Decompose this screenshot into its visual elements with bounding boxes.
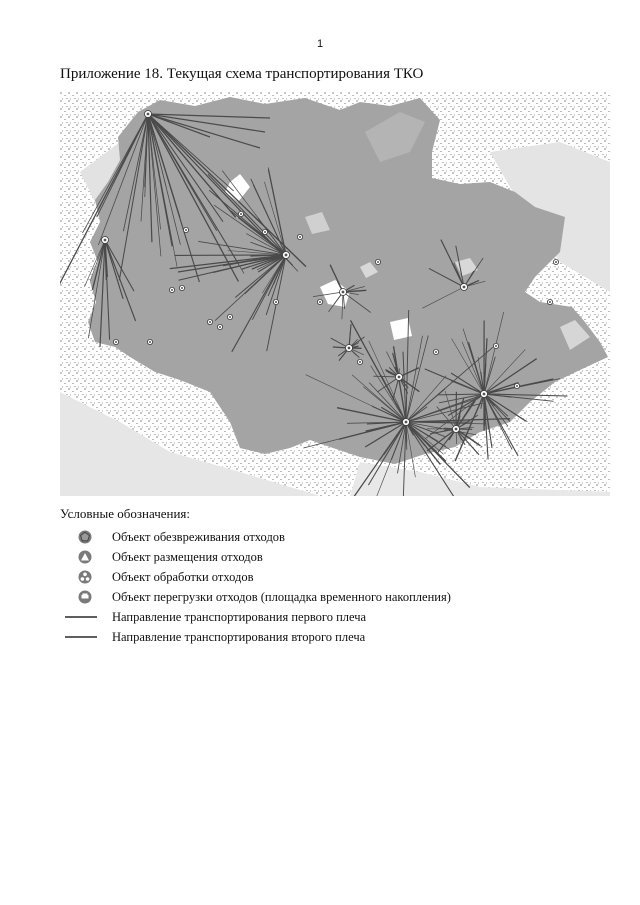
- neutralization-facility-icon: [72, 530, 98, 544]
- facility-marker: [453, 426, 460, 433]
- second-leg-line-icon: [64, 630, 98, 644]
- facility-marker: [375, 259, 380, 264]
- facility-marker: [147, 339, 152, 344]
- legend-title: Условные обозначения:: [60, 506, 191, 521]
- legend-item: [60, 530, 620, 550]
- facility-marker: [145, 111, 152, 118]
- facility-marker: [461, 284, 468, 291]
- page-number: 1: [316, 38, 324, 50]
- transfer-station-icon: [72, 590, 98, 604]
- facility-marker: [179, 285, 184, 290]
- facility-marker: [403, 419, 410, 426]
- facility-marker: [183, 227, 188, 232]
- first-leg-line-icon: [64, 610, 98, 624]
- legend-label: Направление транспортирования первого плеча: [112, 610, 367, 624]
- processing-facility-icon: [72, 570, 98, 584]
- facility-marker: [238, 211, 243, 216]
- facility-marker: [217, 324, 222, 329]
- legend-label: Направление транспортирования второго плеча: [112, 630, 366, 644]
- facility-marker: [433, 349, 438, 354]
- facility-marker: [169, 287, 174, 292]
- facility-marker: [113, 339, 118, 344]
- legend-item: [60, 550, 620, 570]
- page-title: Приложение 18. Текущая схема транспортирования ТКО: [60, 66, 424, 82]
- transport-scheme-map: [60, 92, 610, 496]
- disposal-facility-icon: [72, 550, 98, 564]
- facility-marker: [317, 299, 322, 304]
- legend: [60, 530, 620, 650]
- facility-marker: [481, 391, 488, 398]
- legend-label: Объект обезвреживания отходов: [112, 530, 285, 544]
- facility-marker: [297, 234, 302, 239]
- legend-item: [60, 570, 620, 590]
- legend-item: [60, 630, 620, 650]
- facility-marker: [262, 229, 267, 234]
- facility-marker: [493, 343, 498, 348]
- facility-marker: [553, 259, 558, 264]
- facility-marker: [227, 314, 232, 319]
- facility-marker: [396, 374, 403, 381]
- facility-marker: [273, 299, 278, 304]
- legend-item: [60, 610, 620, 630]
- legend-item: [60, 590, 620, 610]
- facility-marker: [514, 383, 519, 388]
- facility-marker: [102, 237, 109, 244]
- facility-marker: [340, 289, 347, 296]
- facility-marker: [207, 319, 212, 324]
- facility-marker: [357, 359, 362, 364]
- legend-label: Объект обработки отходов: [112, 570, 254, 584]
- facility-marker: [283, 252, 290, 259]
- legend-label: Объект перегрузки отходов (площадка временного накопления): [112, 590, 451, 604]
- facility-marker: [547, 299, 552, 304]
- facility-marker: [346, 345, 353, 352]
- legend-label: Объект размещения отходов: [112, 550, 263, 564]
